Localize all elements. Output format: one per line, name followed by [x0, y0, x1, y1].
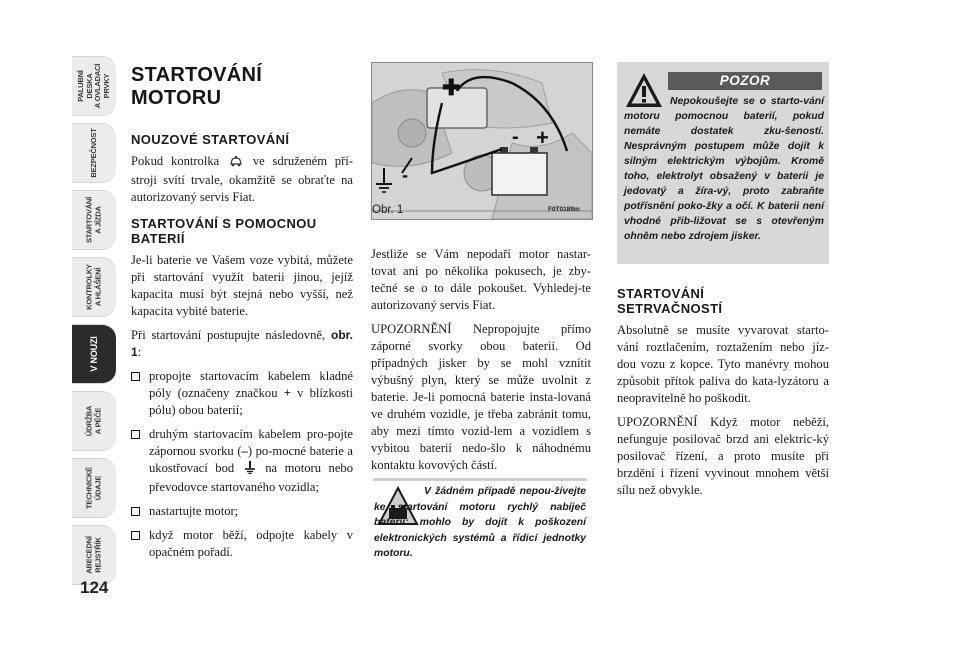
- paragraph-battery: Je-li baterie ve Vašem voze vybitá, můžete při startování využít baterii jinou, jejíž kapacita musí být stejná nebo vyšší, než kapacita vybité baterie.: [131, 253, 353, 318]
- figure-caption: Obr. 1: [372, 204, 404, 216]
- figure-code: F0T0189m: [548, 206, 580, 213]
- tab-label: ÚDRŽBA A PÉČE: [84, 405, 102, 437]
- text: na motoru nebo převodovce startovaného vozidla;: [149, 461, 354, 494]
- plus-symbol: +: [283, 386, 291, 400]
- jump-start-figure: [371, 62, 593, 220]
- text: když motor běží, odpojte kabely v opačném pořadí.: [149, 528, 353, 559]
- paragraph-warning: UPOZORNĚNÍ Nepropojujte přímo záporné svorky obou baterií. Od případných jisker by se mohl vznítit výbušný plyn, který se může uvolnit z baterie. Je-li pomocná baterie insta-lovaná ve druhém vozidle, je třeba zabránit tomu, aby mezi tímto vozid-lem a vozidlem s vybitou baterií nedo-šlo k náhodnému kontaktu kovových částí.: [371, 322, 591, 472]
- text: Pokud kontrolka: [131, 154, 220, 168]
- list-item: [131, 527, 353, 561]
- column-1: [131, 62, 353, 568]
- paragraph-proceed: [131, 327, 353, 361]
- steps-list: [131, 368, 353, 561]
- checkbox-bullet-icon: [131, 372, 140, 381]
- tab-warning-lights[interactable]: [72, 257, 116, 317]
- tab-starting-driving[interactable]: [72, 190, 116, 250]
- tab-index[interactable]: [72, 525, 116, 585]
- immobilizer-warning-icon: [229, 155, 243, 172]
- ground-icon: [245, 461, 255, 479]
- text: druhým startovacím kabelem pro-pojte zápornou svorku (: [149, 427, 353, 458]
- checkbox-bullet-icon: [131, 531, 140, 540]
- list-item: [131, 503, 353, 520]
- list-item: [131, 426, 353, 496]
- tab-maintenance[interactable]: [72, 391, 116, 451]
- svg-text:-: -: [402, 165, 408, 185]
- column-2: [371, 246, 591, 481]
- text: nastartujte motor;: [149, 504, 239, 518]
- checkbox-bullet-icon: [131, 430, 140, 439]
- list-item: [131, 368, 353, 419]
- paragraph-emergency: [131, 153, 353, 206]
- paragraph-inertia: Absolutně se musíte vyvarovat starto-vání roztlačením, roztažením nebo jíz-dou vozu z kopce. Tyto manévry mohou způsobit přítok paliva do kata-lyzátoru a neopravitelně ho poškodit.: [617, 323, 829, 405]
- svg-text:✚: ✚: [442, 75, 461, 100]
- checkbox-bullet-icon: [131, 507, 140, 516]
- text: :: [137, 345, 142, 359]
- text: ve sdruženém pří-stroji svítí trvale, okamžitě se obraťte na autorizovaný servis Fiat.: [131, 154, 353, 204]
- tab-technical-data[interactable]: [72, 458, 116, 518]
- tab-emergency[interactable]: [72, 324, 116, 384]
- paragraph-fail: Jestliže se Vám nepodaří motor nastar-tovat ani po několika pokusech, je zby-tečné se o to dále pokoušet. Vyhledej-te autorizovaný servis Fiat.: [371, 247, 591, 312]
- svg-text:-: -: [512, 126, 519, 148]
- text: v blízkosti pólu) obou baterií;: [149, 386, 354, 417]
- tab-label: KONTROLKY A HLÁŠENÍ: [84, 264, 102, 310]
- text: propojte startovacím kabelem kladné póly (označeny značkou: [149, 369, 353, 400]
- caution-divider: [373, 478, 587, 481]
- tab-label: TECHNICKÉ ÚDAJE: [84, 467, 102, 509]
- page-title: STARTOVÁNÍ MOTORU: [131, 64, 263, 109]
- column-3: [617, 286, 829, 506]
- figure-reference: obr. 1: [131, 328, 353, 359]
- tab-label: PALUBNÍ DESKA A OVLADACÍ PRVKY: [76, 63, 111, 109]
- tab-label: STARTOVÁNÍ A JÍZDA: [84, 196, 102, 244]
- tab-label: V NOUZI: [88, 336, 99, 372]
- paragraph-inertia-warning: UPOZORNĚNÍ Když motor neběží, nefunguje posilovač brzd ani elektric-ký posilovač řízení, a proto musíte při brzdění i řízení vyvinout mnohem větší sílu než obvykle.: [617, 415, 829, 497]
- heading-inertia-start: STARTOVÁNÍ SETRVAČNOSTÍ: [617, 286, 723, 316]
- page-number: 124: [80, 578, 109, 597]
- text: ) po-mocné baterie a ukostřovací bod: [149, 444, 354, 475]
- svg-text:+: +: [536, 125, 549, 150]
- danger-title: POZOR: [668, 72, 822, 90]
- minus-symbol: –: [241, 444, 248, 458]
- tab-label: ABECEDNÍ REJSTŘÍK: [84, 536, 102, 574]
- caution-note: V žádném případě nepou-žívejte ke startování motoru rychlý nabíječ baterií: mohlo by dojít k poškození elektronických systémů a řídicí jednotky motoru.: [374, 486, 586, 559]
- tab-safety[interactable]: [72, 123, 116, 183]
- danger-text: Nepokoušejte se o starto-vání motoru pomocnou baterií, pokud nemáte dostatek zku-šeností. Nesprávným postupem může dojít k silným elektrickým výbojům. Kromě toho, elektrolyt obsažený v baterii je jedovatý a žíra-vý, proto zabraňte potřísnění poko-žky a očí. K baterii není vhodné přib-ližovat se s otevřeným ohněm nebo zdrojem jisker.: [624, 96, 824, 242]
- tab-label: BEZPEČNOST: [88, 128, 98, 178]
- heading-jump-start: STARTOVÁNÍ S POMOCNOU BATERIÍ: [131, 216, 317, 246]
- tab-dashboard[interactable]: [72, 56, 116, 116]
- heading-emergency-start: NOUZOVÉ STARTOVÁNÍ: [131, 132, 290, 147]
- chapter-tabs: [72, 56, 116, 592]
- text: Při startování postupujte následovně,: [131, 328, 326, 342]
- jump-start-battery-diagram-icon: [372, 63, 592, 219]
